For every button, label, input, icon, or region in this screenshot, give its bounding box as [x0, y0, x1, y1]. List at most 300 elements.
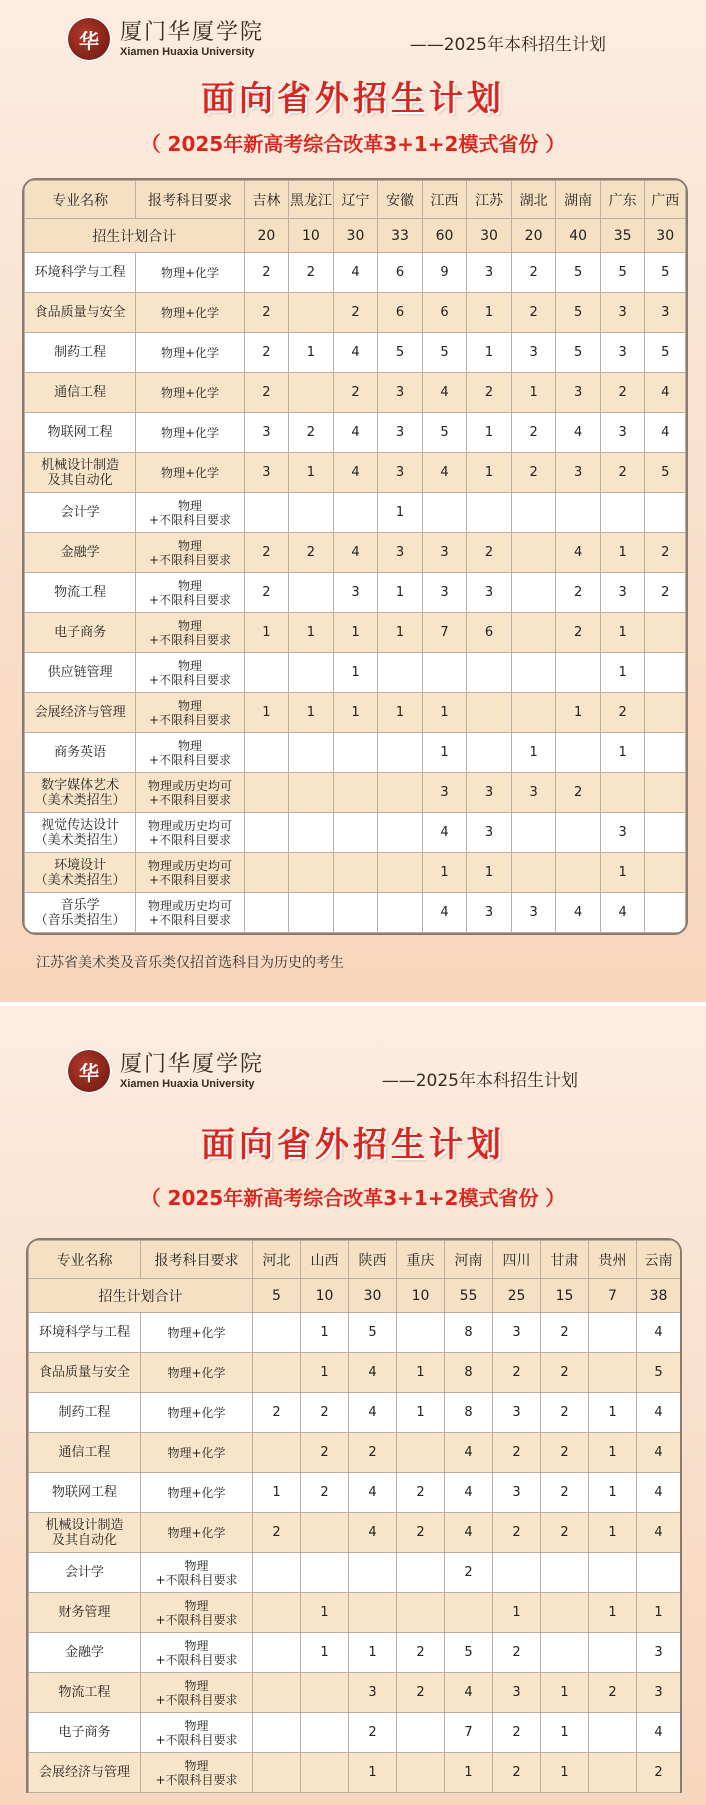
- quota-cell: 4: [637, 1473, 681, 1513]
- quota-cell: 1: [349, 1753, 397, 1793]
- plan-table: [24, 180, 686, 933]
- quota-cell: [645, 733, 686, 773]
- header-province: 河北: [253, 1241, 301, 1279]
- quota-cell: 2: [600, 453, 645, 493]
- quota-cell: 1: [589, 1513, 637, 1553]
- quota-cell: 3: [493, 1473, 541, 1513]
- quota-cell: 1: [589, 1433, 637, 1473]
- quota-cell: 1: [253, 1473, 301, 1513]
- quota-cell: 1: [289, 453, 334, 493]
- quota-cell: [244, 733, 289, 773]
- quota-cell: 1: [511, 733, 556, 773]
- quota-cell: 1: [301, 1313, 349, 1353]
- quota-cell: [289, 493, 334, 533]
- quota-cell: 2: [600, 693, 645, 733]
- quota-cell: 2: [253, 1393, 301, 1433]
- quota-cell: 2: [511, 253, 556, 293]
- quota-cell: 2: [541, 1513, 589, 1553]
- quota-cell: 2: [397, 1633, 445, 1673]
- quota-cell: 2: [589, 1673, 637, 1713]
- table-row: [25, 533, 686, 573]
- quota-cell: 1: [289, 333, 334, 373]
- table-row: [29, 1593, 681, 1633]
- quota-cell: 1: [333, 653, 378, 693]
- quota-cell: [378, 653, 423, 693]
- header-province: 湖北: [511, 181, 556, 219]
- quota-cell: 1: [333, 693, 378, 733]
- quota-cell: [645, 853, 686, 893]
- table-row: [29, 1753, 681, 1793]
- quota-cell: [333, 893, 378, 933]
- quota-cell: 3: [378, 453, 423, 493]
- quota-cell: 3: [378, 373, 423, 413]
- major-name: 物流工程: [25, 573, 136, 613]
- quota-cell: 1: [244, 613, 289, 653]
- total-value: 33: [378, 219, 423, 253]
- total-value: 55: [445, 1279, 493, 1313]
- quota-cell: 2: [467, 373, 512, 413]
- major-name: 制药工程: [25, 333, 136, 373]
- quota-cell: 4: [422, 373, 467, 413]
- quota-cell: 8: [445, 1353, 493, 1393]
- major-name: 机械设计制造 及其自动化: [25, 453, 136, 493]
- quota-cell: [600, 493, 645, 533]
- subject-requirement: 物理或历史均可 +不限科目要求: [136, 893, 244, 933]
- quota-cell: 1: [378, 693, 423, 733]
- quota-cell: 3: [467, 573, 512, 613]
- subject-requirement: 物理 +不限科目要求: [141, 1553, 253, 1593]
- total-value: 30: [467, 219, 512, 253]
- subject-requirement: 物理+化学: [136, 413, 244, 453]
- quota-cell: 3: [244, 413, 289, 453]
- header-province: 贵州: [589, 1241, 637, 1279]
- quota-cell: [397, 1713, 445, 1753]
- total-value: 60: [422, 219, 467, 253]
- table-row: [29, 1633, 681, 1673]
- major-name: 物联网工程: [25, 413, 136, 453]
- quota-cell: [301, 1513, 349, 1553]
- quota-cell: [289, 653, 334, 693]
- quota-cell: [333, 773, 378, 813]
- quota-cell: [589, 1753, 637, 1793]
- header-province: 四川: [493, 1241, 541, 1279]
- quota-cell: 4: [445, 1673, 493, 1713]
- quota-cell: 3: [422, 533, 467, 573]
- subject-requirement: 物理 +不限科目要求: [141, 1633, 253, 1673]
- quota-cell: [556, 493, 601, 533]
- header-province: 湖南: [556, 181, 601, 219]
- quota-cell: 4: [637, 1393, 681, 1433]
- major-name: 机械设计制造 及其自动化: [29, 1513, 141, 1553]
- quota-cell: 2: [349, 1713, 397, 1753]
- quota-cell: 1: [541, 1713, 589, 1753]
- header-major: 专业名称: [29, 1241, 141, 1279]
- quota-cell: [244, 493, 289, 533]
- quota-cell: 1: [301, 1353, 349, 1393]
- quota-cell: [253, 1713, 301, 1753]
- quota-cell: [397, 1313, 445, 1353]
- quota-cell: 3: [467, 893, 512, 933]
- header-province: 河南: [445, 1241, 493, 1279]
- major-name: 视觉传达设计 （美术类招生）: [25, 813, 136, 853]
- quota-cell: 2: [511, 453, 556, 493]
- subject-requirement: 物理+化学: [141, 1313, 253, 1353]
- quota-cell: [511, 613, 556, 653]
- logo-cn: 厦门华厦学院: [120, 20, 265, 45]
- header-province: 江苏: [467, 181, 512, 219]
- table-row: [25, 293, 686, 333]
- quota-cell: [637, 1553, 681, 1593]
- quota-cell: [253, 1593, 301, 1633]
- quota-cell: 3: [556, 373, 601, 413]
- quota-cell: 2: [645, 533, 686, 573]
- quota-cell: 2: [467, 533, 512, 573]
- quota-cell: 5: [600, 253, 645, 293]
- table-row: [25, 853, 686, 893]
- quota-cell: 1: [467, 853, 512, 893]
- quota-cell: 4: [645, 413, 686, 453]
- table-row: [25, 733, 686, 773]
- table-row: [29, 1433, 681, 1473]
- total-value: 10: [301, 1279, 349, 1313]
- quota-cell: 3: [467, 813, 512, 853]
- major-name: 财务管理: [29, 1593, 141, 1633]
- quota-cell: [511, 493, 556, 533]
- total-label: 招生计划合计: [29, 1279, 253, 1313]
- total-row: [29, 1279, 681, 1313]
- quota-cell: 2: [397, 1673, 445, 1713]
- subject-requirement: 物理或历史均可 +不限科目要求: [136, 853, 244, 893]
- quota-cell: [397, 1593, 445, 1633]
- header-row: [29, 1241, 681, 1279]
- enrollment-table-2: [26, 1238, 682, 1793]
- quota-cell: 4: [422, 453, 467, 493]
- quota-cell: [378, 813, 423, 853]
- quota-cell: 1: [244, 693, 289, 733]
- quota-cell: 2: [244, 253, 289, 293]
- table-row: [29, 1673, 681, 1713]
- quota-cell: 3: [511, 333, 556, 373]
- quota-cell: [589, 1713, 637, 1753]
- quota-cell: [556, 853, 601, 893]
- page-subtitle-2: （ 2025年新高考综合改革3+1+2模式省份 ）: [140, 1186, 566, 1210]
- quota-cell: 1: [397, 1353, 445, 1393]
- quota-cell: 4: [422, 893, 467, 933]
- quota-cell: [467, 733, 512, 773]
- quota-cell: [253, 1633, 301, 1673]
- table-row: [29, 1553, 681, 1593]
- quota-cell: 2: [333, 293, 378, 333]
- header-row: [25, 181, 686, 219]
- subject-requirement: 物理 +不限科目要求: [136, 493, 244, 533]
- subject-requirement: 物理 +不限科目要求: [136, 573, 244, 613]
- subject-requirement: 物理 +不限科目要求: [141, 1593, 253, 1633]
- quota-cell: 3: [600, 573, 645, 613]
- quota-cell: 2: [541, 1313, 589, 1353]
- header-province: 云南: [637, 1241, 681, 1279]
- quota-cell: 3: [467, 253, 512, 293]
- table-row: [29, 1353, 681, 1393]
- quota-cell: 3: [600, 293, 645, 333]
- quota-cell: 2: [645, 573, 686, 613]
- quota-cell: 4: [556, 893, 601, 933]
- major-name: 电子商务: [25, 613, 136, 653]
- quota-cell: 4: [445, 1433, 493, 1473]
- quota-cell: 2: [511, 293, 556, 333]
- header-province: 广东: [600, 181, 645, 219]
- major-name: 会展经济与管理: [25, 693, 136, 733]
- quota-cell: 2: [541, 1353, 589, 1393]
- quota-cell: 1: [333, 613, 378, 653]
- quota-cell: 2: [244, 293, 289, 333]
- page-subtitle: （ 2025年新高考综合改革3+1+2模式省份 ）: [140, 132, 566, 156]
- quota-cell: 1: [589, 1393, 637, 1433]
- subject-requirement: 物理或历史均可 +不限科目要求: [136, 813, 244, 853]
- total-value: 20: [244, 219, 289, 253]
- university-emblem-icon: 华: [66, 16, 112, 62]
- quota-cell: [253, 1673, 301, 1713]
- quota-cell: 2: [637, 1753, 681, 1793]
- table-row: [29, 1313, 681, 1353]
- quota-cell: 1: [511, 373, 556, 413]
- logo-cn: 厦门华厦学院: [120, 1052, 265, 1077]
- quota-cell: 3: [637, 1673, 681, 1713]
- major-name: 会计学: [25, 493, 136, 533]
- header-2: [0, 1006, 706, 1091]
- quota-cell: [378, 853, 423, 893]
- quota-cell: 4: [637, 1313, 681, 1353]
- plan-panel-2: [0, 1002, 706, 1805]
- major-name: 商务英语: [25, 733, 136, 773]
- quota-cell: 3: [244, 453, 289, 493]
- quota-cell: [511, 533, 556, 573]
- quota-cell: [600, 773, 645, 813]
- header-requirement: 报考科目要求: [136, 181, 244, 219]
- table-row: [25, 613, 686, 653]
- total-label: 招生计划合计: [25, 219, 245, 253]
- total-value: 38: [637, 1279, 681, 1313]
- quota-cell: [511, 853, 556, 893]
- quota-cell: 5: [378, 333, 423, 373]
- quota-cell: 5: [349, 1313, 397, 1353]
- quota-cell: [378, 893, 423, 933]
- quota-cell: 2: [493, 1433, 541, 1473]
- quota-cell: [645, 653, 686, 693]
- subject-requirement: 物理+化学: [141, 1393, 253, 1433]
- major-name: 金融学: [29, 1633, 141, 1673]
- quota-cell: 4: [349, 1473, 397, 1513]
- quota-cell: 2: [289, 253, 334, 293]
- quota-cell: [589, 1633, 637, 1673]
- university-logo: [66, 16, 264, 62]
- quota-cell: 3: [511, 773, 556, 813]
- quota-cell: [244, 813, 289, 853]
- table-row: [29, 1713, 681, 1753]
- total-value: 15: [541, 1279, 589, 1313]
- quota-cell: [244, 653, 289, 693]
- table-row: [25, 573, 686, 613]
- table-row: [25, 373, 686, 413]
- quota-cell: 4: [422, 813, 467, 853]
- quota-cell: [378, 733, 423, 773]
- quota-cell: 2: [301, 1433, 349, 1473]
- major-name: 数字媒体艺术 （美术类招生）: [25, 773, 136, 813]
- quota-cell: 5: [422, 333, 467, 373]
- subject-requirement: 物理 +不限科目要求: [136, 733, 244, 773]
- quota-cell: [645, 773, 686, 813]
- quota-cell: 2: [511, 413, 556, 453]
- quota-cell: [589, 1313, 637, 1353]
- quota-cell: [253, 1313, 301, 1353]
- quota-cell: 1: [349, 1633, 397, 1673]
- quota-cell: [556, 813, 601, 853]
- plan-table: [28, 1240, 681, 1793]
- quota-cell: [541, 1633, 589, 1673]
- quota-cell: 1: [422, 693, 467, 733]
- plan-label: ——2025年本科招生计划: [381, 1071, 578, 1091]
- quota-cell: [289, 733, 334, 773]
- quota-cell: [467, 653, 512, 693]
- subject-requirement: 物理 +不限科目要求: [136, 693, 244, 733]
- quota-cell: 1: [422, 853, 467, 893]
- quota-cell: [645, 813, 686, 853]
- quota-cell: 2: [541, 1473, 589, 1513]
- quota-cell: 4: [600, 893, 645, 933]
- header-province: 甘肃: [541, 1241, 589, 1279]
- subject-requirement: 物理+化学: [136, 293, 244, 333]
- major-name: 供应链管理: [25, 653, 136, 693]
- quota-cell: 3: [467, 773, 512, 813]
- quota-cell: 3: [600, 813, 645, 853]
- quota-cell: 2: [541, 1393, 589, 1433]
- quota-cell: 6: [467, 613, 512, 653]
- major-name: 物流工程: [29, 1673, 141, 1713]
- quota-cell: 5: [645, 253, 686, 293]
- quota-cell: [289, 773, 334, 813]
- quota-cell: 1: [378, 613, 423, 653]
- quota-cell: [645, 893, 686, 933]
- quota-cell: 4: [333, 253, 378, 293]
- quota-cell: 2: [333, 373, 378, 413]
- quota-cell: 4: [556, 413, 601, 453]
- quota-cell: 8: [445, 1393, 493, 1433]
- header-major: 专业名称: [25, 181, 136, 219]
- major-name: 金融学: [25, 533, 136, 573]
- quota-cell: 4: [349, 1353, 397, 1393]
- quota-cell: 2: [301, 1473, 349, 1513]
- quota-cell: [244, 893, 289, 933]
- quota-cell: 6: [422, 293, 467, 333]
- total-value: 40: [556, 219, 601, 253]
- subject-requirement: 物理+化学: [141, 1353, 253, 1393]
- quota-cell: 3: [422, 573, 467, 613]
- table-row: [25, 693, 686, 733]
- page-title: 面向省外招生计划: [201, 79, 505, 119]
- total-value: 7: [589, 1279, 637, 1313]
- quota-cell: 1: [637, 1593, 681, 1633]
- quota-cell: [556, 733, 601, 773]
- table-row: [29, 1513, 681, 1553]
- quota-cell: 9: [422, 253, 467, 293]
- quota-cell: 4: [333, 413, 378, 453]
- table-row: [25, 653, 686, 693]
- quota-cell: [511, 653, 556, 693]
- quota-cell: 2: [244, 533, 289, 573]
- quota-cell: 1: [556, 693, 601, 733]
- table-row: [29, 1473, 681, 1513]
- table-row: [25, 253, 686, 293]
- quota-cell: 1: [467, 413, 512, 453]
- quota-cell: [467, 493, 512, 533]
- subject-requirement: 物理 +不限科目要求: [136, 533, 244, 573]
- header: [0, 0, 706, 70]
- quota-cell: 1: [541, 1673, 589, 1713]
- major-name: 会计学: [29, 1553, 141, 1593]
- quota-cell: [244, 853, 289, 893]
- enrollment-table-1: [22, 178, 688, 935]
- major-name: 通信工程: [29, 1433, 141, 1473]
- subject-requirement: 物理 +不限科目要求: [136, 613, 244, 653]
- table-row: [25, 453, 686, 493]
- quota-cell: 3: [511, 893, 556, 933]
- quota-cell: [493, 1553, 541, 1593]
- header-province: 广西: [645, 181, 686, 219]
- subject-requirement: 物理 +不限科目要求: [141, 1713, 253, 1753]
- table-row: [25, 493, 686, 533]
- quota-cell: 1: [289, 613, 334, 653]
- quota-cell: [333, 853, 378, 893]
- header-province: 江西: [422, 181, 467, 219]
- quota-cell: 1: [600, 853, 645, 893]
- quota-cell: 4: [556, 533, 601, 573]
- quota-cell: [397, 1753, 445, 1793]
- quota-cell: 2: [397, 1513, 445, 1553]
- quota-cell: 2: [493, 1353, 541, 1393]
- quota-cell: [589, 1553, 637, 1593]
- logo-en: Xiamen Huaxia University: [120, 1078, 255, 1090]
- quota-cell: [253, 1433, 301, 1473]
- total-value: 30: [645, 219, 686, 253]
- total-value: 25: [493, 1279, 541, 1313]
- table-row: [25, 333, 686, 373]
- quota-cell: 3: [378, 413, 423, 453]
- quota-cell: [349, 1593, 397, 1633]
- quota-cell: 2: [493, 1633, 541, 1673]
- header-province: 重庆: [397, 1241, 445, 1279]
- quota-cell: 5: [556, 253, 601, 293]
- quota-cell: [301, 1713, 349, 1753]
- subject-requirement: 物理+化学: [136, 453, 244, 493]
- quota-cell: 1: [289, 693, 334, 733]
- quota-cell: [422, 493, 467, 533]
- header-province: 吉林: [244, 181, 289, 219]
- table-row: [25, 813, 686, 853]
- quota-cell: 1: [600, 533, 645, 573]
- quota-cell: [253, 1753, 301, 1793]
- major-name: 会展经济与管理: [29, 1753, 141, 1793]
- quota-cell: 1: [589, 1593, 637, 1633]
- table-row: [25, 893, 686, 933]
- quota-cell: 3: [493, 1673, 541, 1713]
- quota-cell: [645, 493, 686, 533]
- quota-cell: 5: [645, 333, 686, 373]
- total-value: 20: [511, 219, 556, 253]
- page-title-2: 面向省外招生计划: [201, 1125, 505, 1165]
- quota-cell: 5: [445, 1633, 493, 1673]
- total-value: 30: [333, 219, 378, 253]
- quota-cell: 3: [600, 413, 645, 453]
- quota-cell: [397, 1433, 445, 1473]
